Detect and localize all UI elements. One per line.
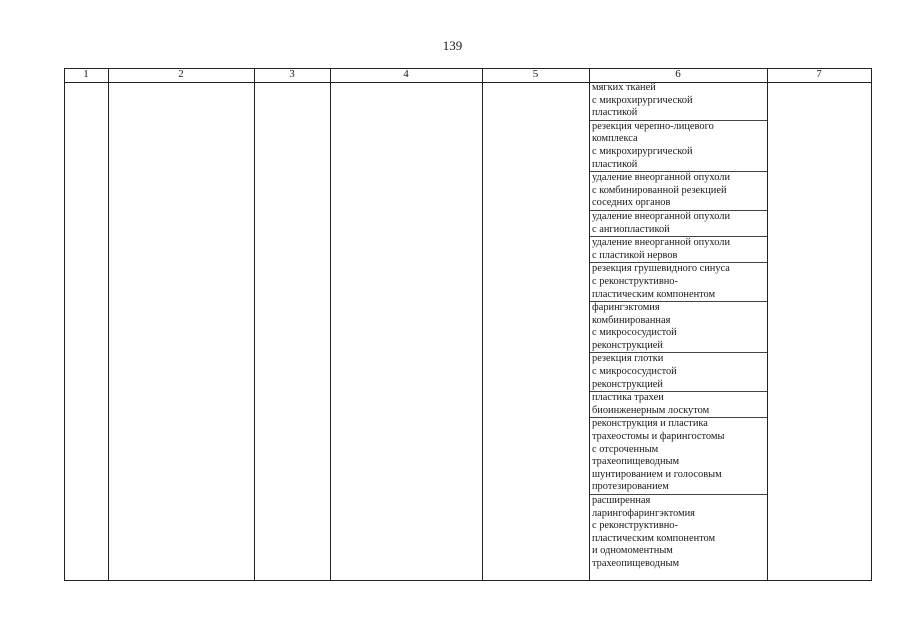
column-border	[767, 68, 768, 581]
procedure-line: с пластикой нервов	[592, 249, 678, 261]
procedure-line: удаление внеорганной опухоли	[592, 237, 731, 249]
procedure-line: ларингофарингэктомия	[592, 507, 695, 519]
column-header-7: 7	[816, 68, 822, 80]
procedure-entry	[590, 121, 767, 172]
procedure-line: пластикой	[592, 158, 638, 170]
procedure-line: удаление внеорганной опухоли	[592, 210, 731, 222]
column-header-4: 4	[403, 68, 409, 80]
procedure-line: пластическим компонентом	[592, 532, 716, 544]
procedure-line: мягких тканей	[592, 82, 656, 93]
column-border	[871, 68, 872, 581]
procedure-line: с микрососудистой	[592, 366, 677, 378]
column-6-cells	[590, 82, 767, 581]
procedure-line: резекция черепно-лицевого	[592, 120, 714, 132]
procedure-line: биоинженерным лоскутом	[592, 404, 710, 416]
procedure-line: шунтированием и голосовым	[592, 468, 722, 480]
column-header-3: 3	[289, 68, 295, 80]
procedure-line: с реконструктивно-	[592, 275, 678, 287]
procedure-line: резекция грушевидного синуса	[592, 263, 730, 275]
procedure-entry	[590, 211, 767, 237]
column-border	[482, 68, 483, 581]
procedure-entry	[590, 353, 767, 392]
procedure-line: удаление внеорганной опухоли	[592, 172, 731, 184]
procedure-line: комплекса	[592, 133, 638, 145]
procedure-entry	[590, 82, 767, 121]
procedure-entry	[590, 263, 767, 302]
procedure-line: комбинированная	[592, 314, 671, 326]
procedure-line: пластическим компонентом	[592, 288, 716, 300]
procedure-line: трахеопищеводным	[592, 456, 680, 468]
procedure-line: пластикой	[592, 107, 638, 119]
procedure-line: с ангиопластикой	[592, 223, 670, 235]
procedure-entry	[590, 418, 767, 495]
column-header-1: 1	[83, 68, 89, 80]
procedure-line: трахеостомы и фарингостомы	[592, 431, 725, 443]
procedure-line: с микрососудистой	[592, 327, 677, 339]
column-header-2: 2	[178, 68, 184, 80]
column-border	[330, 68, 331, 581]
column-border	[108, 68, 109, 581]
procedure-line: соседних органов	[592, 197, 671, 209]
column-border	[254, 68, 255, 581]
procedure-line: реконструкция и пластика	[592, 418, 708, 430]
procedure-line: резекция глотки	[592, 353, 664, 365]
procedure-line: трахеопищеводным	[592, 557, 680, 569]
procedure-entry	[590, 172, 767, 211]
procedure-entry	[590, 495, 767, 571]
column-header-5: 5	[532, 68, 539, 80]
procedure-line: с микрохирургической	[592, 145, 693, 157]
procedure-line: и одномоментным	[592, 545, 673, 557]
procedure-line: с микрохирургической	[592, 94, 693, 106]
procedure-line: с комбинированной резекцией	[592, 184, 727, 196]
procedure-line: с отсроченным	[592, 443, 659, 455]
procedure-line: фарингэктомия	[592, 302, 660, 314]
procedure-line: реконструкцией	[592, 378, 663, 390]
procedure-line: реконструкцией	[592, 339, 663, 351]
page-number: 139	[442, 38, 463, 53]
procedure-line: расширенная	[592, 495, 651, 506]
procedure-line: с реконструктивно-	[592, 520, 678, 532]
procedure-line: протезированием	[592, 481, 669, 493]
procedure-line: пластика трахеи	[592, 392, 664, 404]
procedure-entry	[590, 302, 767, 353]
column-border	[64, 68, 65, 581]
procedure-entry	[590, 237, 767, 263]
column-header-6: 6	[675, 68, 681, 80]
procedure-entry	[590, 392, 767, 418]
